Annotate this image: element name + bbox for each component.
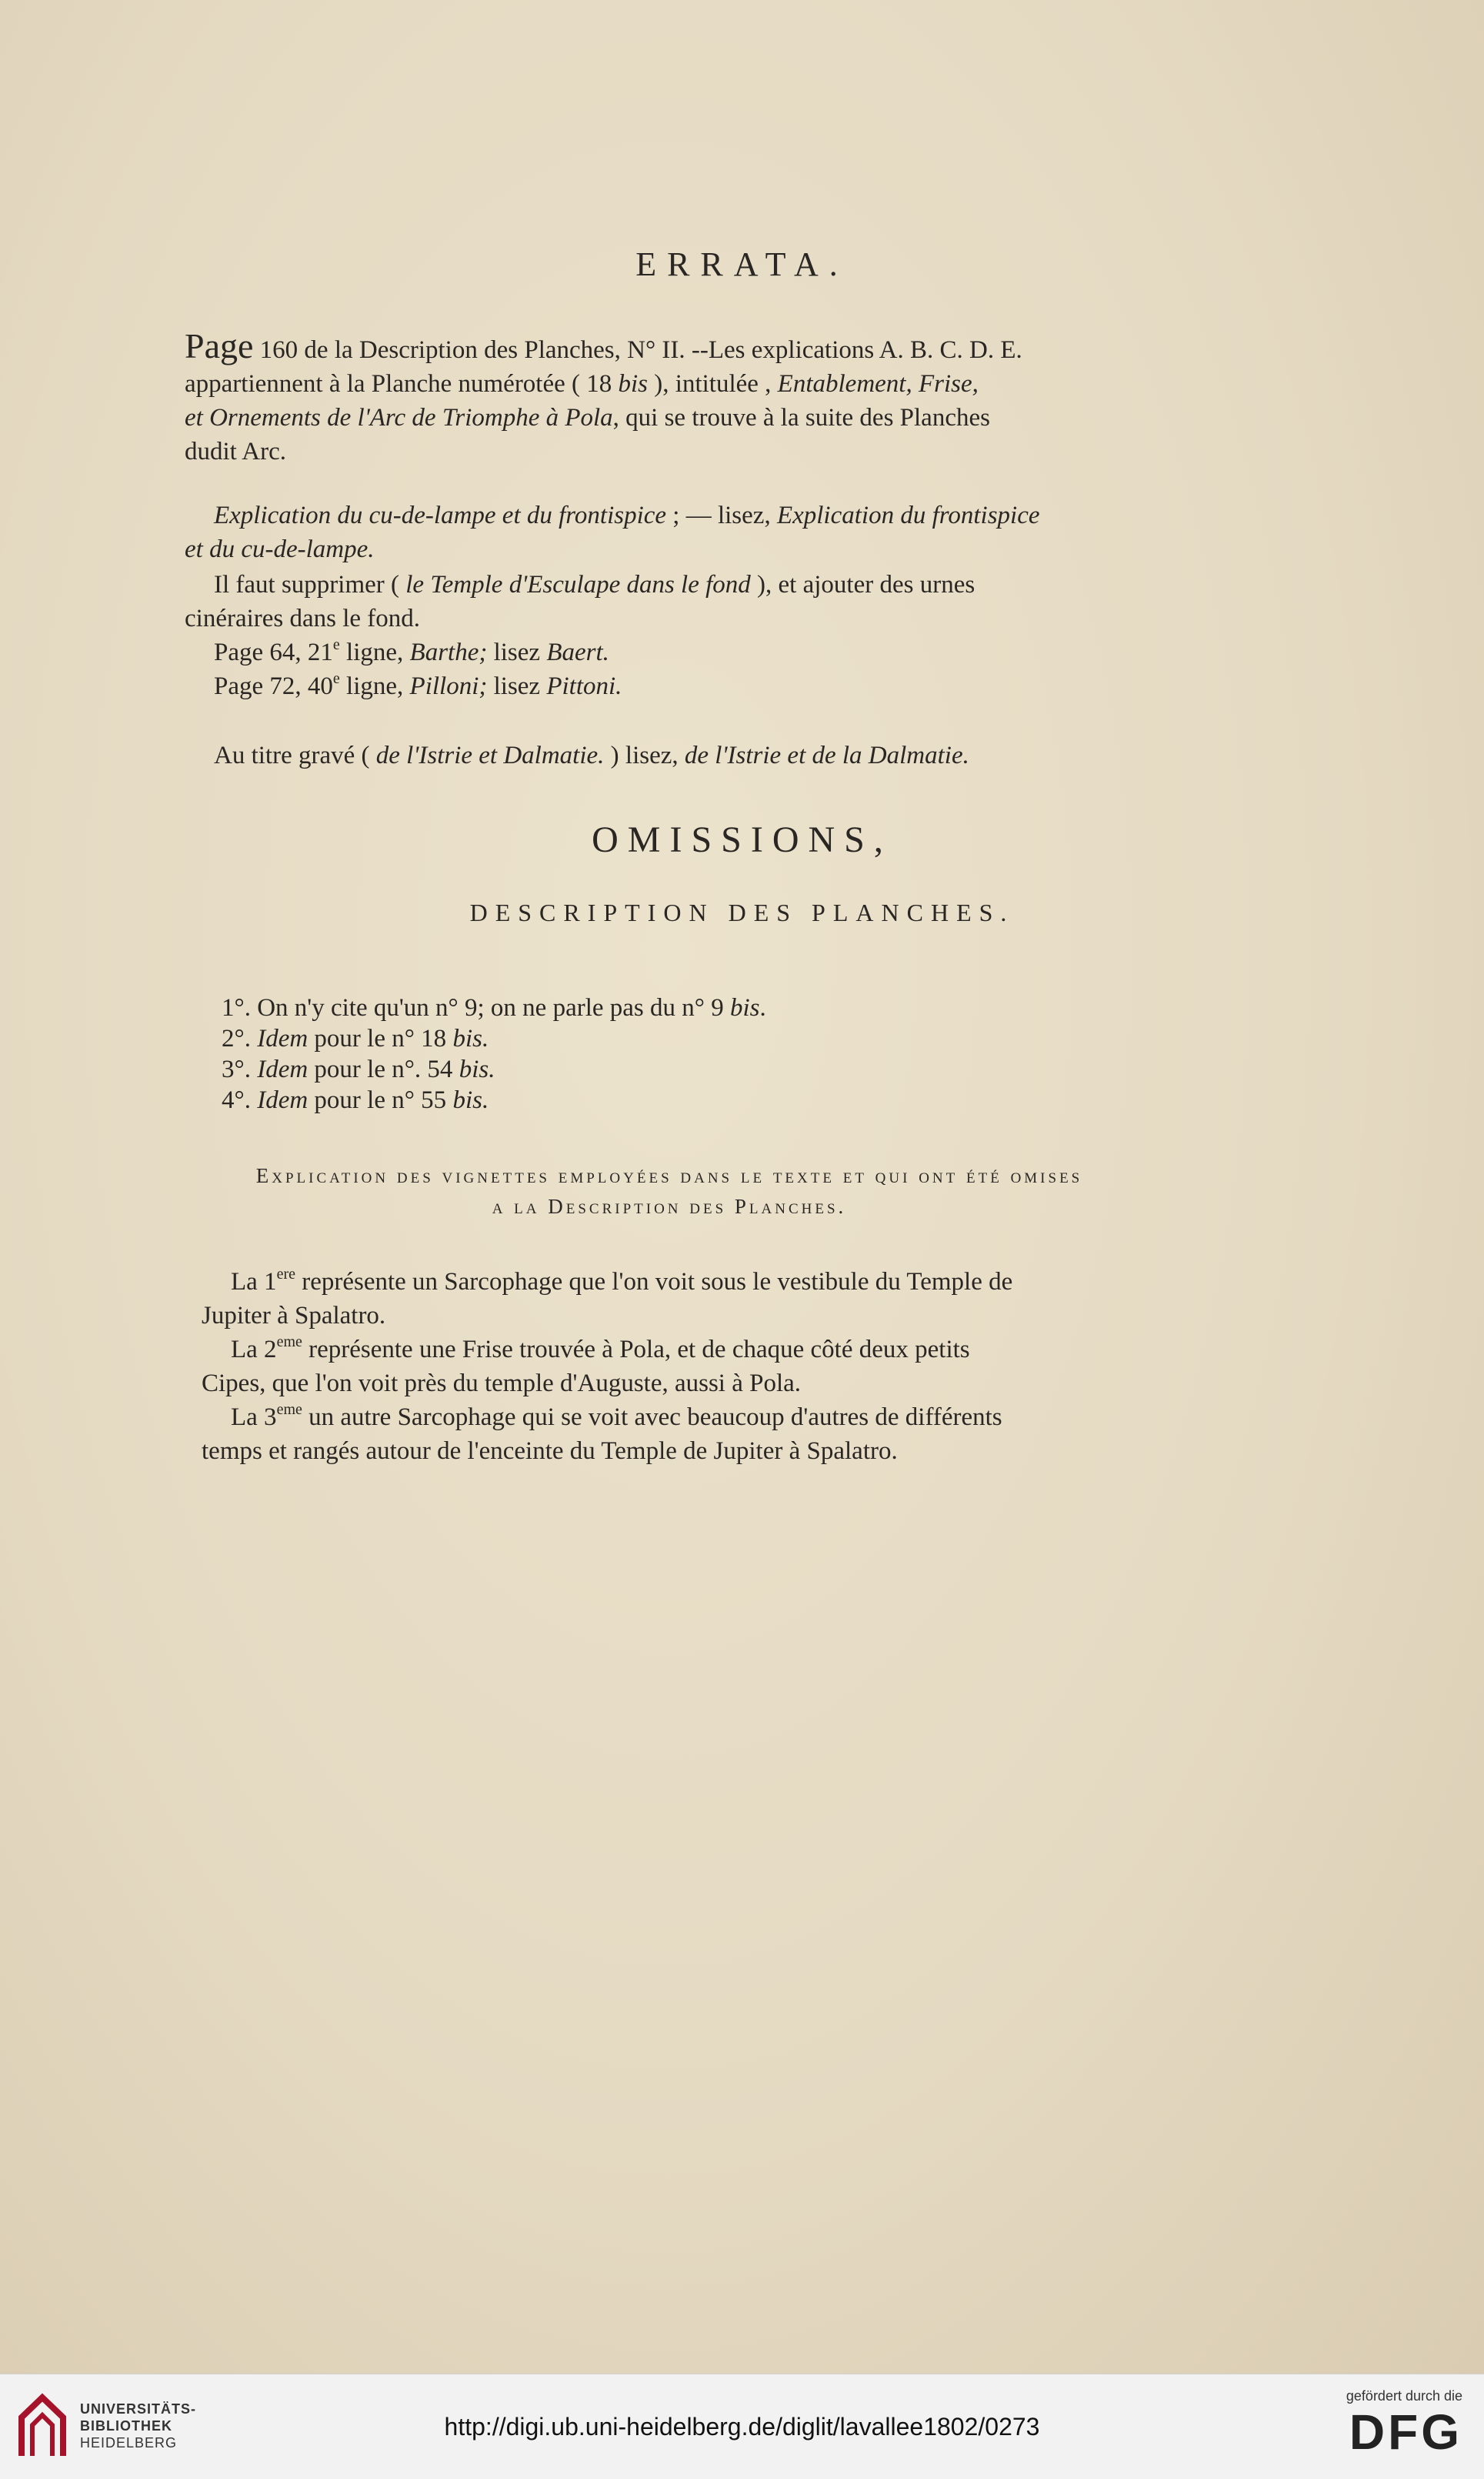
errata-title: ERRATA. <box>635 245 849 283</box>
errata-correction-page-72: Page 72, 40e ligne, Pilloni; lisez Pittoni. <box>214 670 622 700</box>
omissions-title: OMISSIONS, <box>592 819 892 860</box>
viewer-footer <box>0 2374 1484 2479</box>
list-item: 1°. On n'y cite qu'un n° 9; on ne parle pas du n° 9 bis. <box>222 994 766 1022</box>
errata-paragraph-3: Il faut supprimer ( le Temple d'Esculape dans le fond ), et ajouter des urnes cinéraires dans le fond. <box>185 571 975 632</box>
errata-title-correction: Au titre gravé ( de l'Istrie et Dalmatie. ) lisez, de l'Istrie et de la Dalmatie. <box>214 742 969 769</box>
omissions-list <box>222 993 766 1116</box>
drop-cap-word: Page <box>185 326 254 365</box>
permalink-url[interactable]: http://digi.ub.uni-heidelberg.de/diglit/lavallee1802/0273 <box>444 2413 1040 2441</box>
dfg-logo: DFG <box>1349 2404 1462 2460</box>
university-library-name: UNIVERSITÄTS- BIBLIOTHEK HEIDELBERG <box>80 2401 197 2451</box>
omissions-subtitle: DESCRIPTION DES PLANCHES. <box>469 899 1015 926</box>
vignettes-paragraphs: La 1ere représente un Sarcophage que l'on voit sous le vestibule du Temple de Jupiter à Spalatro. La 2eme représente une Frise trouvée à Pola, et de chaque côté deux petits Cipes, que l'on voit près du temple d'Auguste, aussi à Pola. La 3eme un autre Sarcophage qui se voit avec beaucoup d'autres de différents temps et rangés autour de l'enceinte du Temple de Jupiter à Spalatro. <box>202 1266 1013 1465</box>
list-item: 4°. Idem pour le n° 55 bis. <box>222 1086 489 1114</box>
errata-correction-page-64: Page 64, 21e ligne, Barthe; lisez Baert. <box>214 636 609 666</box>
list-item: 2°. Idem pour le n° 18 bis. <box>222 1025 489 1053</box>
errata-paragraph-2: Explication du cu-de-lampe et du frontispice ; — lisez, Explication du frontispice et du cu-de-lampe. <box>185 502 1040 563</box>
list-item: 3°. Idem pour le n°. 54 bis. <box>222 1056 495 1083</box>
funding-credit: gefördert durch die DFG <box>1346 2388 1462 2460</box>
vignettes-heading: Explication des vignettes employées dans le texte et qui ont été omises a la Description des Planches. <box>255 1164 1083 1218</box>
errata-paragraph-1: Page 160 de la Description des Planches, N° II. --Les explications A. B. C. D. E. appartiennent à la Planche numérotée ( 18 bis ), intitulée , Entablement, Frise, et Ornements de l'Arc de Triomphe à Pola, qui se trouve à la suite des Planches dudit Arc. <box>185 326 1022 465</box>
